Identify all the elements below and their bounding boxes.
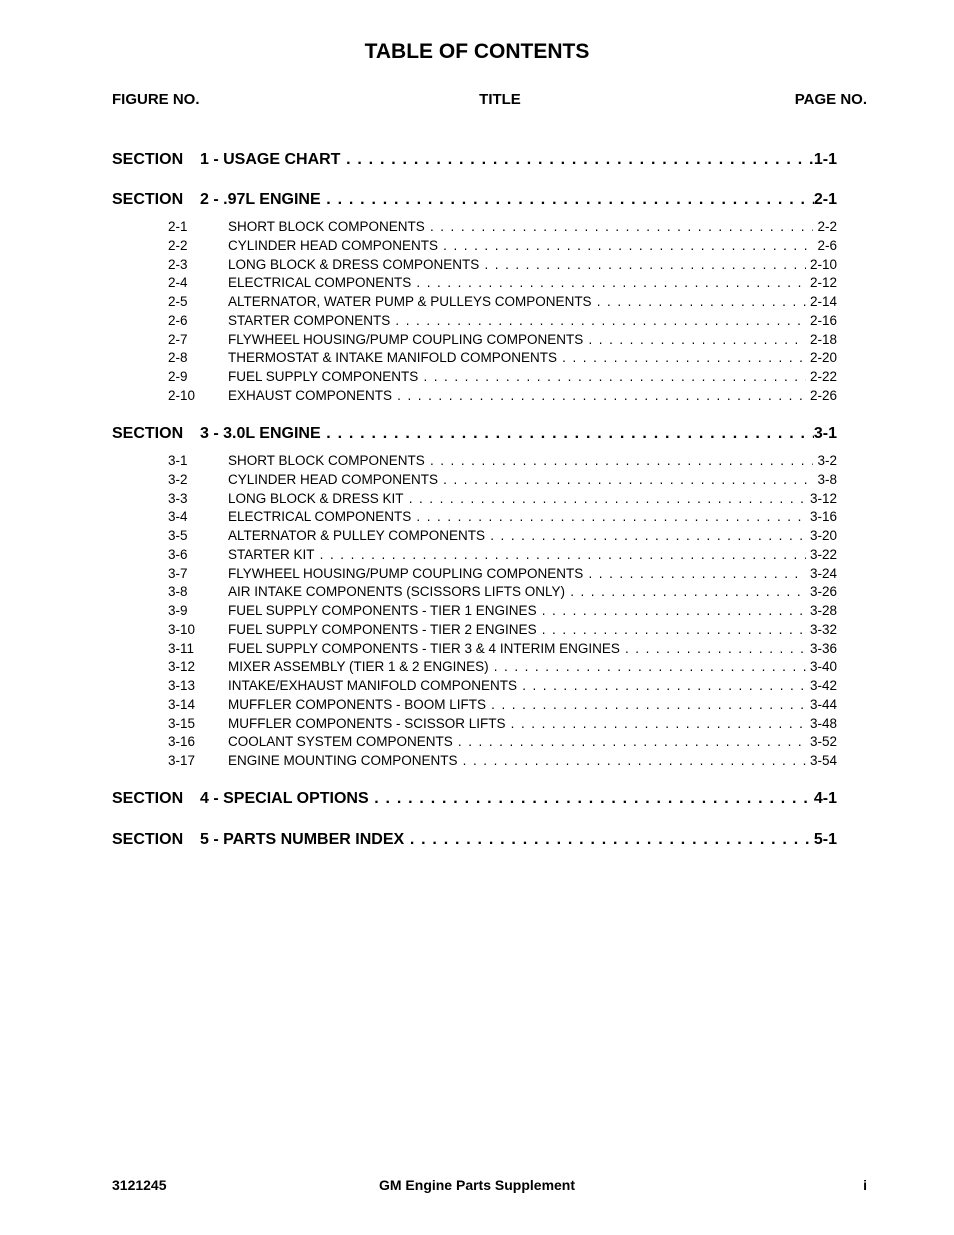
figure-page: 3-24 <box>809 565 837 581</box>
figure-title: STARTER KIT . . . <box>228 547 806 562</box>
section-page: 5-1 <box>813 831 837 848</box>
toc-figure-row <box>112 753 837 771</box>
figure-page: 3-36 <box>809 640 837 656</box>
figure-title: SHORT BLOCK COMPONENTS . . . <box>228 219 813 234</box>
figure-page: 2-16 <box>809 312 837 328</box>
figure-number: 3-2 <box>168 471 188 487</box>
figure-page: 3-28 <box>809 603 837 618</box>
figure-number: 2-2 <box>168 237 188 253</box>
figure-title: EXHAUST COMPONENTS . . . <box>228 388 806 403</box>
toc-figure-row <box>112 275 837 293</box>
toc-figure-row <box>112 388 837 406</box>
figure-number: 2-10 <box>168 387 196 403</box>
figure-page: 3-32 <box>809 621 837 637</box>
figure-page: 2-20 <box>809 350 837 366</box>
figure-title: SHORT BLOCK COMPONENTS . . . <box>228 453 813 468</box>
figure-number: 2-9 <box>168 369 188 384</box>
figure-title: CYLINDER HEAD COMPONENTS . . . <box>228 472 813 487</box>
figure-page: 3-48 <box>809 715 837 731</box>
figure-number: 3-11 <box>168 640 195 656</box>
footer-doc-number: 3121245 <box>112 1177 167 1193</box>
figure-title: ELECTRICAL COMPONENTS . . . <box>228 275 806 290</box>
figure-title: THERMOSTAT & INTAKE MANIFOLD COMPONENTS . . . <box>228 350 806 365</box>
figure-title: COOLANT SYSTEM COMPONENTS . . . <box>228 734 806 749</box>
figure-title: MIXER ASSEMBLY (TIER 1 & 2 ENGINES) . . . <box>228 659 806 674</box>
toc-figure-row <box>112 678 837 696</box>
figure-number: 2-6 <box>168 312 188 328</box>
section-page: 4-1 <box>813 790 837 807</box>
figure-title: FLYWHEEL HOUSING/PUMP COUPLING COMPONENTS . . . <box>228 566 806 581</box>
toc-section-row <box>112 790 837 812</box>
figure-number: 3-5 <box>168 528 188 543</box>
footer-page-number: i <box>863 1177 867 1193</box>
figure-page: 2-14 <box>809 294 837 309</box>
figure-number: 3-14 <box>168 696 196 712</box>
column-header-title: TITLE <box>479 91 521 108</box>
figure-number: 2-3 <box>168 256 188 272</box>
figure-page: 3-16 <box>809 509 837 525</box>
toc-figure-row <box>112 584 837 602</box>
figure-page: 3-42 <box>809 678 837 693</box>
toc-figure-row <box>112 528 837 546</box>
figure-title: AIR INTAKE COMPONENTS (SCISSORS LIFTS ONLY) . . . <box>228 584 806 599</box>
figure-title: MUFFLER COMPONENTS - BOOM LIFTS . . . <box>228 697 806 712</box>
toc-section-row <box>112 831 837 853</box>
figure-page: 2-26 <box>809 387 837 403</box>
figure-page: 3-12 <box>809 490 837 506</box>
figure-page: 3-8 <box>817 471 837 487</box>
figure-number: 3-6 <box>168 546 188 562</box>
figure-number: 3-7 <box>168 565 188 581</box>
section-title: 2 - .97L ENGINE . . . <box>200 191 814 209</box>
figure-title: MUFFLER COMPONENTS - SCISSOR LIFTS . . . <box>228 716 806 731</box>
figure-page: 2-2 <box>817 219 837 234</box>
figure-title: INTAKE/EXHAUST MANIFOLD COMPONENTS . . . <box>228 678 806 693</box>
toc-section-row <box>112 425 837 447</box>
toc-section-row <box>112 191 837 213</box>
section-title: 5 - PARTS NUMBER INDEX . . . <box>200 831 814 849</box>
section-page: 2-1 <box>813 191 837 208</box>
figure-number: 3-10 <box>168 621 196 637</box>
figure-number: 3-9 <box>168 603 188 618</box>
toc-figure-row <box>112 509 837 527</box>
toc-figure-row <box>112 659 837 677</box>
section-page: 1-1 <box>813 151 837 168</box>
figure-page: 3-52 <box>809 734 837 750</box>
toc-figure-row <box>112 603 837 621</box>
figure-number: 3-12 <box>168 659 196 675</box>
toc-figure-row <box>112 219 837 237</box>
figure-number: 2-7 <box>168 331 188 347</box>
figure-page: 3-26 <box>809 584 837 600</box>
toc-figure-row <box>112 257 837 275</box>
figure-title: ENGINE MOUNTING COMPONENTS . . . <box>228 753 806 768</box>
section-title: 4 - SPECIAL OPTIONS . . . <box>200 790 814 808</box>
figure-title: FUEL SUPPLY COMPONENTS . . . <box>228 369 806 384</box>
figure-title: ALTERNATOR & PULLEY COMPONENTS . . . <box>228 528 806 543</box>
section-page: 3-1 <box>813 425 837 442</box>
figure-number: 2-4 <box>168 275 188 291</box>
figure-title: ALTERNATOR, WATER PUMP & PULLEYS COMPONENTS . . . <box>228 294 806 309</box>
toc-figure-row <box>112 350 837 368</box>
figure-page: 2-18 <box>809 331 837 347</box>
figure-title: FLYWHEEL HOUSING/PUMP COUPLING COMPONENTS . . . <box>228 332 806 347</box>
toc-figure-row <box>112 566 837 584</box>
figure-title: LONG BLOCK & DRESS COMPONENTS . . . <box>228 257 806 272</box>
toc-figure-row <box>112 491 837 509</box>
page-title: TABLE OF CONTENTS <box>364 40 590 63</box>
figure-number: 3-8 <box>168 584 188 600</box>
figure-page: 3-20 <box>809 528 837 543</box>
figure-number: 3-3 <box>168 490 188 506</box>
figure-number: 2-5 <box>168 294 188 309</box>
section-title: 1 - USAGE CHART . . . <box>200 151 814 169</box>
toc-figure-row <box>112 238 837 256</box>
toc-figure-row <box>112 313 837 331</box>
section-word: SECTION <box>112 425 184 442</box>
section-title: 3 - 3.0L ENGINE . . . <box>200 425 814 443</box>
figure-page: 3-22 <box>809 546 837 562</box>
toc-figure-row <box>112 332 837 350</box>
section-word: SECTION <box>112 151 184 168</box>
figure-number: 3-1 <box>168 453 188 468</box>
figure-title: STARTER COMPONENTS . . . <box>228 313 806 328</box>
toc-figure-row <box>112 734 837 752</box>
column-header-figure: FIGURE NO. <box>112 91 200 108</box>
figure-number: 3-17 <box>168 753 196 768</box>
toc-figure-row <box>112 294 837 312</box>
figure-number: 2-1 <box>168 219 188 234</box>
section-word: SECTION <box>112 831 184 848</box>
toc-figure-row <box>112 622 837 640</box>
figure-page: 3-54 <box>809 753 837 768</box>
toc-figure-row <box>112 369 837 387</box>
figure-number: 3-13 <box>168 678 196 693</box>
toc-section-row <box>112 151 837 173</box>
toc-figure-row <box>112 716 837 734</box>
figure-title: FUEL SUPPLY COMPONENTS - TIER 1 ENGINES . . . <box>228 603 806 618</box>
figure-page: 3-40 <box>809 659 837 675</box>
figure-title: CYLINDER HEAD COMPONENTS . . . <box>228 238 813 253</box>
figure-number: 2-8 <box>168 350 188 366</box>
figure-number: 3-16 <box>168 734 196 750</box>
column-header-page: PAGE NO. <box>794 91 867 108</box>
figure-title: ELECTRICAL COMPONENTS . . . <box>228 509 806 524</box>
toc-figure-row <box>112 641 837 659</box>
toc-figure-row <box>112 472 837 490</box>
section-word: SECTION <box>112 191 184 208</box>
figure-title: FUEL SUPPLY COMPONENTS - TIER 3 & 4 INTERIM ENGINES . . . <box>228 641 806 656</box>
figure-page: 3-44 <box>809 696 837 712</box>
figure-page: 2-12 <box>809 275 837 291</box>
toc-figure-row <box>112 697 837 715</box>
figure-page: 2-10 <box>809 256 837 272</box>
figure-page: 2-22 <box>809 369 837 384</box>
toc-figure-row <box>112 547 837 565</box>
figure-title: FUEL SUPPLY COMPONENTS - TIER 2 ENGINES . . . <box>228 622 806 637</box>
figure-page: 3-2 <box>817 453 837 468</box>
figure-title: LONG BLOCK & DRESS KIT . . . <box>228 491 806 506</box>
figure-number: 3-4 <box>168 509 188 525</box>
toc-figure-row <box>112 453 837 471</box>
footer-doc-title: GM Engine Parts Supplement <box>378 1177 576 1193</box>
figure-page: 2-6 <box>817 237 837 253</box>
figure-number: 3-15 <box>168 715 196 731</box>
section-word: SECTION <box>112 790 184 807</box>
